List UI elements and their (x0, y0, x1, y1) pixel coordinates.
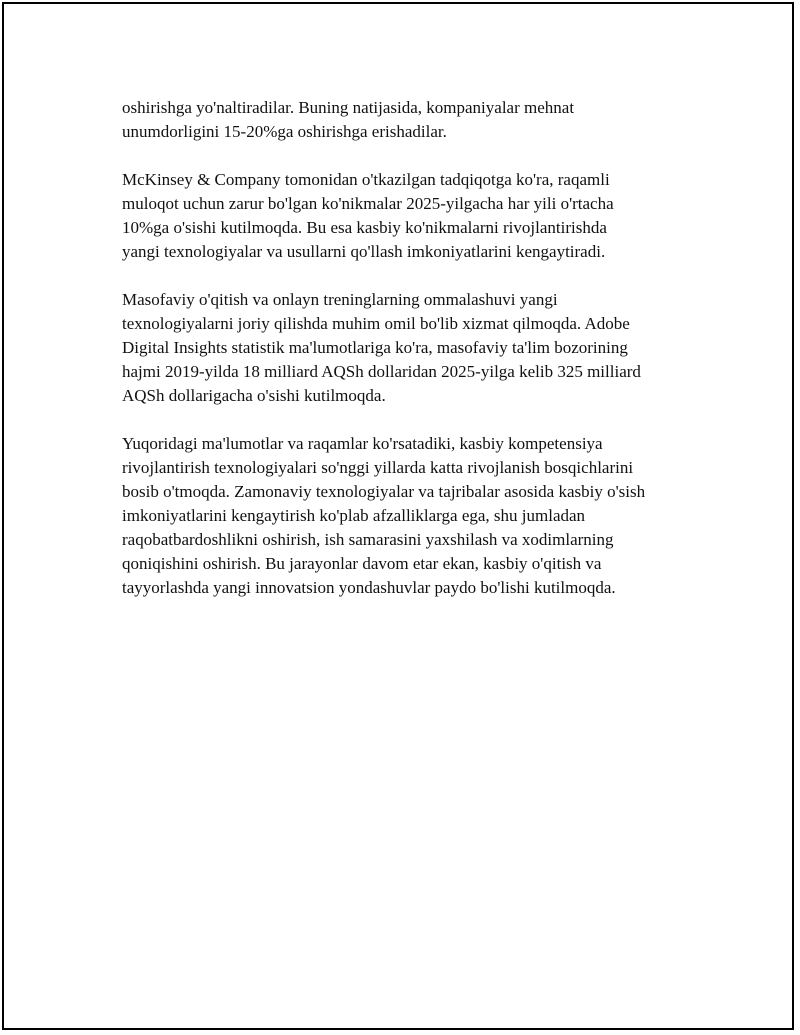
paragraph-1 (122, 96, 682, 144)
text-line: AQSh dollarigacha o'sishi kutilmoqda. (122, 386, 386, 405)
text-line: bosib o'tmoqda. Zamonaviy texnologiyalar va tajribalar asosida kasbiy o'sish (122, 482, 646, 501)
text-line: texnologiyalarni joriy qilishda muhim omil bo'lib xizmat qilmoqda. Adobe (122, 314, 630, 333)
text-line: oshirishga yo'naltiradilar. Buning natijasida, kompaniyalar mehnat (122, 98, 575, 117)
text-line: tayyorlashda yangi innovatsion yondashuvlar paydo bo'lishi kutilmoqda. (122, 578, 616, 597)
text-line: rivojlantirish texnologiyalari so'nggi yillarda katta rivojlanish bosqichlarini (122, 458, 634, 477)
paragraph-4 (122, 432, 682, 600)
text-line: muloqot uchun zarur bo'lgan ko'nikmalar 2025-yilgacha har yili o'rtacha (122, 194, 614, 213)
text-line: Masofaviy o'qitish va onlayn treninglarning ommalashuvi yangi (122, 290, 558, 309)
text-line: hajmi 2019-yilda 18 milliard AQSh dollaridan 2025-yilga kelib 325 milliard (122, 362, 641, 381)
document-body (122, 96, 682, 624)
text-line: Yuqoridagi ma'lumotlar va raqamlar ko'rsatadiki, kasbiy kompetensiya (122, 434, 603, 453)
page-frame (2, 2, 794, 1030)
text-line: unumdorligini 15-20%ga oshirishga erishadilar. (122, 122, 447, 141)
text-line: yangi texnologiyalar va usullarni qo'llash imkoniyatlarini kengaytiradi. (122, 242, 606, 261)
text-line: Digital Insights statistik ma'lumotlariga ko'ra, masofaviy ta'lim bozorining (122, 338, 628, 357)
text-line: imkoniyatlarini kengaytirish ko'plab afzalliklarga ega, shu jumladan (122, 506, 586, 525)
text-line: McKinsey & Company tomonidan o'tkazilgan tadqiqotga ko'ra, raqamli (122, 170, 610, 189)
text-line: qoniqishini oshirish. Bu jarayonlar davom etar ekan, kasbiy o'qitish va (122, 554, 602, 573)
paragraph-2 (122, 168, 682, 264)
text-line: raqobatbardoshlikni oshirish, ish samarasini yaxshilash va xodimlarning (122, 530, 614, 549)
text-line: 10%ga o'sishi kutilmoqda. Bu esa kasbiy ko'nikmalarni rivojlantirishda (122, 218, 607, 237)
paragraph-3 (122, 288, 682, 408)
